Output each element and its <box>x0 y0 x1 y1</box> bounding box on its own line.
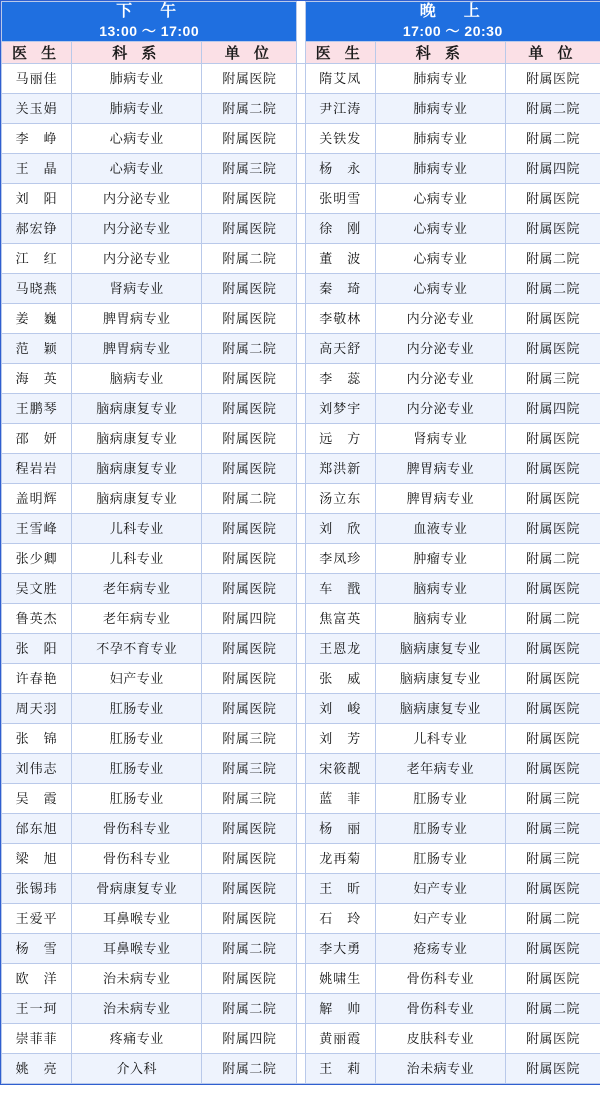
evening-unit: 附属四院 <box>505 394 600 424</box>
column-gap <box>297 664 305 694</box>
column-gap <box>297 244 305 274</box>
table-row <box>2 514 600 544</box>
table-row <box>2 1024 600 1054</box>
column-gap <box>297 574 305 604</box>
afternoon-unit: 附属医院 <box>202 304 297 334</box>
table-row <box>2 754 600 784</box>
column-gap <box>297 334 305 364</box>
table-row <box>2 664 600 694</box>
afternoon-doctor-name: 杨 雪 <box>2 934 72 964</box>
session-header-row <box>2 2 600 42</box>
afternoon-unit: 附属医院 <box>202 904 297 934</box>
evening-department: 心病专业 <box>375 244 505 274</box>
column-gap <box>297 274 305 304</box>
evening-doctor-name: 汤立东 <box>305 484 375 514</box>
afternoon-department: 内分泌专业 <box>72 184 202 214</box>
afternoon-unit: 附属医院 <box>202 184 297 214</box>
evening-unit: 附属三院 <box>505 364 600 394</box>
table-row <box>2 604 600 634</box>
table-row <box>2 724 600 754</box>
evening-doctor-name: 郑洪新 <box>305 454 375 484</box>
afternoon-doctor-name: 关玉娟 <box>2 94 72 124</box>
evening-doctor-name: 解 帅 <box>305 994 375 1024</box>
afternoon-unit: 附属医院 <box>202 664 297 694</box>
evening-doctor-name: 刘 芳 <box>305 724 375 754</box>
evening-unit: 附属二院 <box>505 124 600 154</box>
afternoon-unit: 附属四院 <box>202 1024 297 1054</box>
column-gap <box>297 904 305 934</box>
afternoon-department: 介入科 <box>72 1054 202 1084</box>
evening-unit: 附属医院 <box>505 574 600 604</box>
afternoon-department: 肛肠专业 <box>72 784 202 814</box>
evening-unit: 附属医院 <box>505 964 600 994</box>
afternoon-unit: 附属三院 <box>202 154 297 184</box>
afternoon-unit: 附属医院 <box>202 454 297 484</box>
column-gap <box>297 544 305 574</box>
evening-unit: 附属医院 <box>505 214 600 244</box>
column-gap <box>297 934 305 964</box>
table-row <box>2 334 600 364</box>
afternoon-unit: 附属二院 <box>202 244 297 274</box>
evening-department: 脑病康复专业 <box>375 664 505 694</box>
table-row <box>2 154 600 184</box>
afternoon-unit: 附属三院 <box>202 784 297 814</box>
evening-doctor-name: 张 威 <box>305 664 375 694</box>
table-row <box>2 874 600 904</box>
afternoon-department: 耳鼻喉专业 <box>72 934 202 964</box>
column-gap <box>297 424 305 454</box>
afternoon-department: 肛肠专业 <box>72 754 202 784</box>
afternoon-unit: 附属医院 <box>202 634 297 664</box>
afternoon-unit: 附属四院 <box>202 604 297 634</box>
afternoon-department: 脑病专业 <box>72 364 202 394</box>
afternoon-department: 脑病康复专业 <box>72 394 202 424</box>
evening-department: 内分泌专业 <box>375 364 505 394</box>
schedule-body <box>2 2 600 1084</box>
table-row <box>2 244 600 274</box>
evening-department: 肛肠专业 <box>375 784 505 814</box>
column-gap <box>297 724 305 754</box>
column-gap <box>297 514 305 544</box>
afternoon-doctor-name: 刘伟志 <box>2 754 72 784</box>
evening-doctor-name: 张明雪 <box>305 184 375 214</box>
afternoon-doctor-name: 江 红 <box>2 244 72 274</box>
evening-department: 脑病康复专业 <box>375 634 505 664</box>
evening-department: 肺病专业 <box>375 94 505 124</box>
column-gap <box>297 394 305 424</box>
afternoon-department: 脑病康复专业 <box>72 424 202 454</box>
column-gap <box>297 754 305 784</box>
evening-department: 脑病专业 <box>375 604 505 634</box>
column-gap <box>297 364 305 394</box>
afternoon-doctor-name: 周天羽 <box>2 694 72 724</box>
column-gap <box>297 184 305 214</box>
column-gap <box>297 874 305 904</box>
afternoon-department: 老年病专业 <box>72 574 202 604</box>
afternoon-department: 儿科专业 <box>72 544 202 574</box>
column-gap <box>297 1054 305 1084</box>
evening-department: 脾胃病专业 <box>375 484 505 514</box>
table-row <box>2 544 600 574</box>
column-gap <box>297 604 305 634</box>
afternoon-doctor-name: 许春艳 <box>2 664 72 694</box>
table-row <box>2 214 600 244</box>
afternoon-unit: 附属医院 <box>202 364 297 394</box>
evening-department: 内分泌专业 <box>375 304 505 334</box>
table-row <box>2 574 600 604</box>
afternoon-doctor-name: 崇菲菲 <box>2 1024 72 1054</box>
afternoon-department: 内分泌专业 <box>72 214 202 244</box>
afternoon-unit: 附属二院 <box>202 484 297 514</box>
evening-department: 内分泌专业 <box>375 394 505 424</box>
col-header-unit-left: 单 位 <box>202 42 297 64</box>
column-gap <box>297 64 305 94</box>
evening-unit: 附属医院 <box>505 304 600 334</box>
afternoon-department: 肺病专业 <box>72 94 202 124</box>
afternoon-department: 骨病康复专业 <box>72 874 202 904</box>
column-gap <box>297 454 305 484</box>
table-row <box>2 904 600 934</box>
evening-department: 心病专业 <box>375 184 505 214</box>
afternoon-department: 心病专业 <box>72 124 202 154</box>
evening-doctor-name: 秦 琦 <box>305 274 375 304</box>
afternoon-doctor-name: 王一珂 <box>2 994 72 1024</box>
evening-unit: 附属医院 <box>505 1054 600 1084</box>
table-row <box>2 424 600 454</box>
evening-doctor-name: 高天舒 <box>305 334 375 364</box>
afternoon-unit: 附属医院 <box>202 544 297 574</box>
col-header-department-right: 科 系 <box>375 42 505 64</box>
column-gap <box>297 1024 305 1054</box>
afternoon-doctor-name: 吴文胜 <box>2 574 72 604</box>
evening-doctor-name: 刘 峻 <box>305 694 375 724</box>
afternoon-unit: 附属二院 <box>202 934 297 964</box>
evening-unit: 附属医院 <box>505 454 600 484</box>
evening-doctor-name: 李 蕊 <box>305 364 375 394</box>
session-afternoon-time: 13:00 ～ 17:00 <box>99 23 200 39</box>
afternoon-doctor-name: 王 晶 <box>2 154 72 184</box>
evening-unit: 附属医院 <box>505 484 600 514</box>
evening-department: 脾胃病专业 <box>375 454 505 484</box>
afternoon-unit: 附属医院 <box>202 394 297 424</box>
afternoon-doctor-name: 鲁英杰 <box>2 604 72 634</box>
afternoon-doctor-name: 梁 旭 <box>2 844 72 874</box>
table-row <box>2 394 600 424</box>
evening-department: 肾病专业 <box>375 424 505 454</box>
column-gap <box>297 694 305 724</box>
session-evening <box>305 2 600 42</box>
evening-doctor-name: 关铁发 <box>305 124 375 154</box>
table-row <box>2 1054 600 1084</box>
evening-doctor-name: 董 波 <box>305 244 375 274</box>
afternoon-department: 心病专业 <box>72 154 202 184</box>
table-row <box>2 64 600 94</box>
evening-doctor-name: 李大勇 <box>305 934 375 964</box>
afternoon-doctor-name: 范 颖 <box>2 334 72 364</box>
table-row <box>2 994 600 1024</box>
evening-department: 肛肠专业 <box>375 844 505 874</box>
afternoon-doctor-name: 张 锦 <box>2 724 72 754</box>
evening-department: 治未病专业 <box>375 1054 505 1084</box>
evening-department: 疮疡专业 <box>375 934 505 964</box>
table-row <box>2 784 600 814</box>
schedule-table <box>1 1 600 1084</box>
afternoon-department: 治未病专业 <box>72 964 202 994</box>
afternoon-doctor-name: 王鹏琴 <box>2 394 72 424</box>
evening-department: 肿瘤专业 <box>375 544 505 574</box>
afternoon-doctor-name: 盖明辉 <box>2 484 72 514</box>
afternoon-department: 肺病专业 <box>72 64 202 94</box>
afternoon-doctor-name: 欧 洋 <box>2 964 72 994</box>
evening-department: 肛肠专业 <box>375 814 505 844</box>
evening-doctor-name: 李敬林 <box>305 304 375 334</box>
evening-unit: 附属二院 <box>505 94 600 124</box>
afternoon-unit: 附属医院 <box>202 874 297 904</box>
evening-unit: 附属医院 <box>505 334 600 364</box>
evening-doctor-name: 姚啸生 <box>305 964 375 994</box>
evening-doctor-name: 王 莉 <box>305 1054 375 1084</box>
afternoon-unit: 附属医院 <box>202 814 297 844</box>
afternoon-department: 不孕不育专业 <box>72 634 202 664</box>
evening-department: 肺病专业 <box>375 124 505 154</box>
evening-department: 老年病专业 <box>375 754 505 784</box>
afternoon-unit: 附属二院 <box>202 94 297 124</box>
afternoon-unit: 附属医院 <box>202 574 297 604</box>
column-gap <box>297 994 305 1024</box>
evening-unit: 附属四院 <box>505 154 600 184</box>
afternoon-doctor-name: 李 峥 <box>2 124 72 154</box>
evening-department: 骨伤科专业 <box>375 964 505 994</box>
evening-department: 妇产专业 <box>375 904 505 934</box>
col-header-unit-right: 单 位 <box>505 42 600 64</box>
evening-unit: 附属医院 <box>505 694 600 724</box>
column-gap <box>297 2 305 42</box>
afternoon-unit: 附属医院 <box>202 514 297 544</box>
table-row <box>2 274 600 304</box>
afternoon-unit: 附属医院 <box>202 124 297 154</box>
afternoon-doctor-name: 张锡玮 <box>2 874 72 904</box>
evening-doctor-name: 宋筱靓 <box>305 754 375 784</box>
evening-doctor-name: 黄丽霞 <box>305 1024 375 1054</box>
afternoon-department: 肛肠专业 <box>72 724 202 754</box>
afternoon-unit: 附属医院 <box>202 274 297 304</box>
afternoon-doctor-name: 吴 霞 <box>2 784 72 814</box>
table-row <box>2 814 600 844</box>
afternoon-department: 骨伤科专业 <box>72 844 202 874</box>
evening-doctor-name: 车 戬 <box>305 574 375 604</box>
col-header-doctor-left: 医 生 <box>2 42 72 64</box>
afternoon-unit: 附属医院 <box>202 424 297 454</box>
afternoon-unit: 附属医院 <box>202 694 297 724</box>
evening-department: 儿科专业 <box>375 724 505 754</box>
session-evening-name: 晚 上 <box>419 3 486 20</box>
evening-unit: 附属医院 <box>505 514 600 544</box>
table-row <box>2 634 600 664</box>
evening-department: 脑病康复专业 <box>375 694 505 724</box>
evening-unit: 附属医院 <box>505 874 600 904</box>
session-evening-time: 17:00 ～ 20:30 <box>402 23 503 39</box>
evening-department: 妇产专业 <box>375 874 505 904</box>
table-row <box>2 454 600 484</box>
evening-doctor-name: 王 昕 <box>305 874 375 904</box>
evening-doctor-name: 远 方 <box>305 424 375 454</box>
evening-doctor-name: 蓝 菲 <box>305 784 375 814</box>
column-gap <box>297 214 305 244</box>
afternoon-unit: 附属三院 <box>202 754 297 784</box>
column-gap <box>297 784 305 814</box>
afternoon-doctor-name: 王爱平 <box>2 904 72 934</box>
table-row <box>2 304 600 334</box>
column-gap <box>297 814 305 844</box>
afternoon-department: 肾病专业 <box>72 274 202 304</box>
afternoon-department: 耳鼻喉专业 <box>72 904 202 934</box>
evening-unit: 附属二院 <box>505 994 600 1024</box>
evening-unit: 附属二院 <box>505 604 600 634</box>
col-header-department-left: 科 系 <box>72 42 202 64</box>
column-gap <box>297 124 305 154</box>
evening-unit: 附属三院 <box>505 844 600 874</box>
afternoon-unit: 附属三院 <box>202 724 297 754</box>
afternoon-department: 肛肠专业 <box>72 694 202 724</box>
afternoon-unit: 附属二院 <box>202 334 297 364</box>
evening-doctor-name: 焦富英 <box>305 604 375 634</box>
evening-unit: 附属二院 <box>505 244 600 274</box>
afternoon-department: 妇产专业 <box>72 664 202 694</box>
table-row <box>2 694 600 724</box>
column-header-row <box>2 42 600 64</box>
afternoon-doctor-name: 海 英 <box>2 364 72 394</box>
col-header-doctor-right: 医 生 <box>305 42 375 64</box>
column-gap <box>297 304 305 334</box>
afternoon-doctor-name: 邵 妍 <box>2 424 72 454</box>
evening-unit: 附属医院 <box>505 1024 600 1054</box>
afternoon-department: 脾胃病专业 <box>72 304 202 334</box>
evening-doctor-name: 龙再菊 <box>305 844 375 874</box>
afternoon-doctor-name: 程岩岩 <box>2 454 72 484</box>
evening-unit: 附属二院 <box>505 274 600 304</box>
evening-unit: 附属医院 <box>505 724 600 754</box>
afternoon-doctor-name: 姜 巍 <box>2 304 72 334</box>
column-gap <box>297 154 305 184</box>
column-gap <box>297 634 305 664</box>
evening-doctor-name: 李凤珍 <box>305 544 375 574</box>
afternoon-doctor-name: 刘 阳 <box>2 184 72 214</box>
column-gap <box>297 964 305 994</box>
afternoon-doctor-name: 马丽佳 <box>2 64 72 94</box>
afternoon-doctor-name: 张少卿 <box>2 544 72 574</box>
evening-department: 骨伤科专业 <box>375 994 505 1024</box>
afternoon-department: 内分泌专业 <box>72 244 202 274</box>
afternoon-department: 脾胃病专业 <box>72 334 202 364</box>
afternoon-unit: 附属医院 <box>202 214 297 244</box>
afternoon-doctor-name: 马晓燕 <box>2 274 72 304</box>
afternoon-department: 疼痛专业 <box>72 1024 202 1054</box>
evening-unit: 附属医院 <box>505 424 600 454</box>
afternoon-department: 老年病专业 <box>72 604 202 634</box>
evening-unit: 附属医院 <box>505 634 600 664</box>
evening-doctor-name: 隋艾凤 <box>305 64 375 94</box>
evening-unit: 附属三院 <box>505 814 600 844</box>
evening-doctor-name: 杨 丽 <box>305 814 375 844</box>
afternoon-department: 治未病专业 <box>72 994 202 1024</box>
evening-unit: 附属二院 <box>505 544 600 574</box>
evening-department: 肺病专业 <box>375 64 505 94</box>
afternoon-unit: 附属二院 <box>202 994 297 1024</box>
evening-department: 血液专业 <box>375 514 505 544</box>
evening-unit: 附属医院 <box>505 64 600 94</box>
session-afternoon <box>2 2 297 42</box>
afternoon-unit: 附属二院 <box>202 1054 297 1084</box>
session-afternoon-name: 下 午 <box>116 3 183 20</box>
afternoon-doctor-name: 姚 亮 <box>2 1054 72 1084</box>
evening-unit: 附属三院 <box>505 784 600 814</box>
afternoon-department: 儿科专业 <box>72 514 202 544</box>
table-row <box>2 484 600 514</box>
evening-doctor-name: 刘 欣 <box>305 514 375 544</box>
evening-department: 皮肤科专业 <box>375 1024 505 1054</box>
table-row <box>2 964 600 994</box>
table-row <box>2 934 600 964</box>
evening-unit: 附属医院 <box>505 184 600 214</box>
table-row <box>2 94 600 124</box>
evening-doctor-name: 徐 刚 <box>305 214 375 244</box>
afternoon-unit: 附属医院 <box>202 964 297 994</box>
column-gap <box>297 484 305 514</box>
evening-doctor-name: 刘梦宇 <box>305 394 375 424</box>
evening-department: 肺病专业 <box>375 154 505 184</box>
afternoon-doctor-name: 张 阳 <box>2 634 72 664</box>
evening-unit: 附属医院 <box>505 934 600 964</box>
evening-department: 内分泌专业 <box>375 334 505 364</box>
evening-doctor-name: 杨 永 <box>305 154 375 184</box>
afternoon-department: 脑病康复专业 <box>72 484 202 514</box>
afternoon-unit: 附属医院 <box>202 64 297 94</box>
afternoon-department: 骨伤科专业 <box>72 814 202 844</box>
table-row <box>2 364 600 394</box>
evening-unit: 附属二院 <box>505 904 600 934</box>
evening-department: 心病专业 <box>375 274 505 304</box>
column-gap <box>297 844 305 874</box>
evening-unit: 附属医院 <box>505 754 600 784</box>
evening-unit: 附属医院 <box>505 664 600 694</box>
evening-doctor-name: 尹江涛 <box>305 94 375 124</box>
evening-doctor-name: 石 玲 <box>305 904 375 934</box>
afternoon-doctor-name: 郝宏铮 <box>2 214 72 244</box>
evening-department: 心病专业 <box>375 214 505 244</box>
afternoon-department: 脑病康复专业 <box>72 454 202 484</box>
table-row <box>2 184 600 214</box>
evening-department: 脑病专业 <box>375 574 505 604</box>
afternoon-doctor-name: 邰东旭 <box>2 814 72 844</box>
table-row <box>2 124 600 154</box>
evening-doctor-name: 王恩龙 <box>305 634 375 664</box>
afternoon-doctor-name: 王雪峰 <box>2 514 72 544</box>
column-gap <box>297 42 305 64</box>
column-gap <box>297 94 305 124</box>
afternoon-unit: 附属医院 <box>202 844 297 874</box>
table-row <box>2 844 600 874</box>
